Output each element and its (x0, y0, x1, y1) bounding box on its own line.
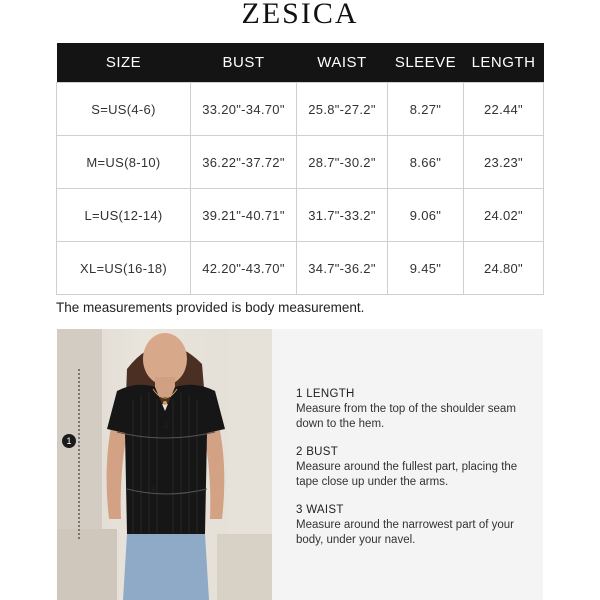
measurement-steps (296, 388, 536, 562)
cell-sleeve: 8.27" (388, 83, 464, 136)
table-row (57, 242, 544, 295)
step-description: Measure around the narrowest part of your body, under your navel. (296, 519, 514, 546)
step-waist (296, 504, 536, 548)
measurement-note: The measurements provided is body measurement. (56, 300, 365, 315)
table-row (57, 136, 544, 189)
model-illustration (57, 329, 272, 600)
cell-size: M=US(8-10) (57, 136, 191, 189)
step-description: Measure around the fullest part, placing the tape close up under the arms. (296, 461, 518, 488)
marker-waist: 3 (150, 485, 156, 495)
table-row (57, 83, 544, 136)
cell-waist: 31.7"-33.2" (297, 189, 388, 242)
cell-size: S=US(4-6) (57, 83, 191, 136)
cell-length: 24.02" (464, 189, 544, 242)
step-description: Measure from the top of the shoulder seam down to the hem. (296, 403, 516, 430)
cell-length: 24.80" (464, 242, 544, 295)
cell-bust: 36.22"-37.72" (191, 136, 297, 189)
step-title: 2 BUST (296, 446, 339, 458)
header-waist: WAIST (297, 43, 388, 83)
marker-length: 1 (62, 434, 76, 448)
cell-size: XL=US(16-18) (57, 242, 191, 295)
cell-size: L=US(12-14) (57, 189, 191, 242)
header-length: LENGTH (464, 43, 544, 83)
cell-bust: 39.21"-40.71" (191, 189, 297, 242)
marker-bust: 2 (164, 420, 170, 430)
table-header-row (57, 43, 544, 83)
cell-length: 23.23" (464, 136, 544, 189)
table-row (57, 189, 544, 242)
size-chart-table (56, 43, 544, 295)
header-size: SIZE (57, 43, 191, 83)
cell-waist: 34.7"-36.2" (297, 242, 388, 295)
cell-length: 22.44" (464, 83, 544, 136)
cell-sleeve: 8.66" (388, 136, 464, 189)
brand-logo: ZESICA (241, 0, 359, 30)
step-title: 1 LENGTH (296, 388, 355, 400)
cell-sleeve: 9.45" (388, 242, 464, 295)
cell-bust: 33.20"-34.70" (191, 83, 297, 136)
cell-sleeve: 9.06" (388, 189, 464, 242)
model-photo (57, 329, 272, 600)
step-title: 3 WAIST (296, 504, 344, 516)
cell-bust: 42.20"-43.70" (191, 242, 297, 295)
header-bust: BUST (191, 43, 297, 83)
step-length (296, 388, 536, 432)
cell-waist: 28.7"-30.2" (297, 136, 388, 189)
step-bust (296, 446, 536, 490)
header-sleeve: SLEEVE (388, 43, 464, 83)
cell-waist: 25.8"-27.2" (297, 83, 388, 136)
